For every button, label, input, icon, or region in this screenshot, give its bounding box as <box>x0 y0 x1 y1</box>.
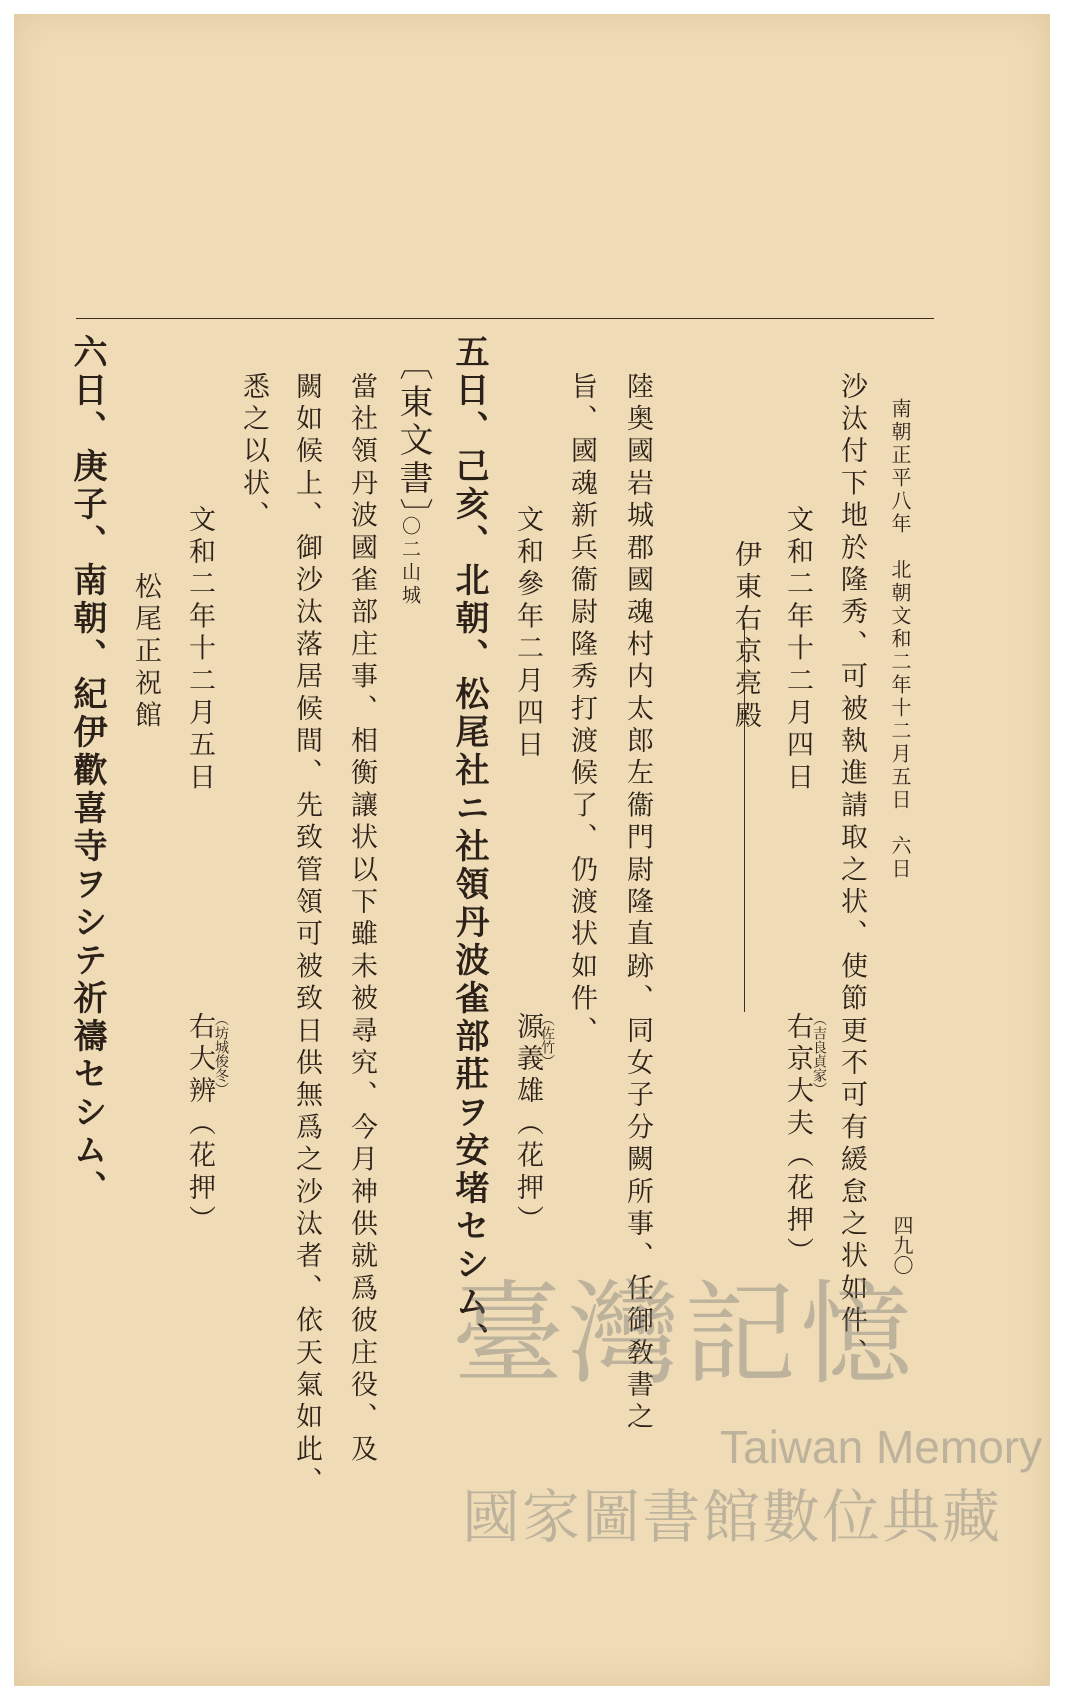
entry-day-6: 六日、庚子、南朝、紀伊歡喜寺ヲシテ祈禱セシム、 <box>67 334 107 1208</box>
source-title: 〔東文書〕 <box>393 346 433 536</box>
doc-line-1: 沙汰付下地於隆秀、可被執進請取之状、使節更不可有緩怠之状如件、 <box>836 372 867 1371</box>
doc-date-1: 文和二年十二月四日 <box>782 505 813 795</box>
signer-gloss-2: （佐竹） <box>539 1012 555 1068</box>
doc-date-2: 文和參年二月四日 <box>512 505 543 763</box>
header-rule <box>76 318 934 319</box>
watermark-title: 臺灣記憶 <box>452 1270 916 1400</box>
signature-1: 右京大夫（花押） <box>782 1012 813 1270</box>
doc-line-4: 當社領丹波國雀部庄事、相衡讓状以下雖未被尋究、今月神供就爲彼庄役、及 <box>346 372 377 1467</box>
doc-line-3: 旨、國魂新兵衞尉隆秀打渡候了、仍渡状如件、 <box>566 372 597 1049</box>
doc-line-5: 闕如候上、御沙汰落居候間、先致管領可被致日供無爲之沙汰者、依天氣如此、 <box>291 372 322 1499</box>
running-header: 南朝正平八年 北朝文和二年十二月五日 六日 <box>888 398 912 881</box>
signer-gloss-1: （吉良貞家） <box>811 1012 827 1096</box>
watermark-library: 國家圖書館數位典藏 <box>462 1483 1003 1551</box>
source-note: 〇二山城 <box>399 516 421 608</box>
signer-gloss-3: （坊城俊冬） <box>213 1012 229 1096</box>
watermark-english: Taiwan Memory <box>720 1421 1043 1473</box>
signature-3: 右大辨（花押） <box>184 1012 215 1238</box>
doc-line-2: 陸奥國岩城郡國魂村内太郎左衞門尉隆直跡、同女子分闕所事、任御敎書之 <box>622 372 653 1435</box>
addressee-2: 松尾正祝館 <box>130 572 161 733</box>
signature-2: 源義雄（花押） <box>512 1012 543 1238</box>
doc-date-3: 文和二年十二月五日 <box>184 505 215 795</box>
doc-line-6: 悉之以状、 <box>238 372 269 533</box>
addressee-1: 伊東右京亮殿 <box>730 540 761 734</box>
document-divider <box>744 622 745 1012</box>
page-number: 四九〇 <box>890 1215 914 1275</box>
entry-day-5: 五日、己亥、北朝、松尾社ニ社領丹波雀部莊ヲ安堵セシム、 <box>449 334 489 1360</box>
